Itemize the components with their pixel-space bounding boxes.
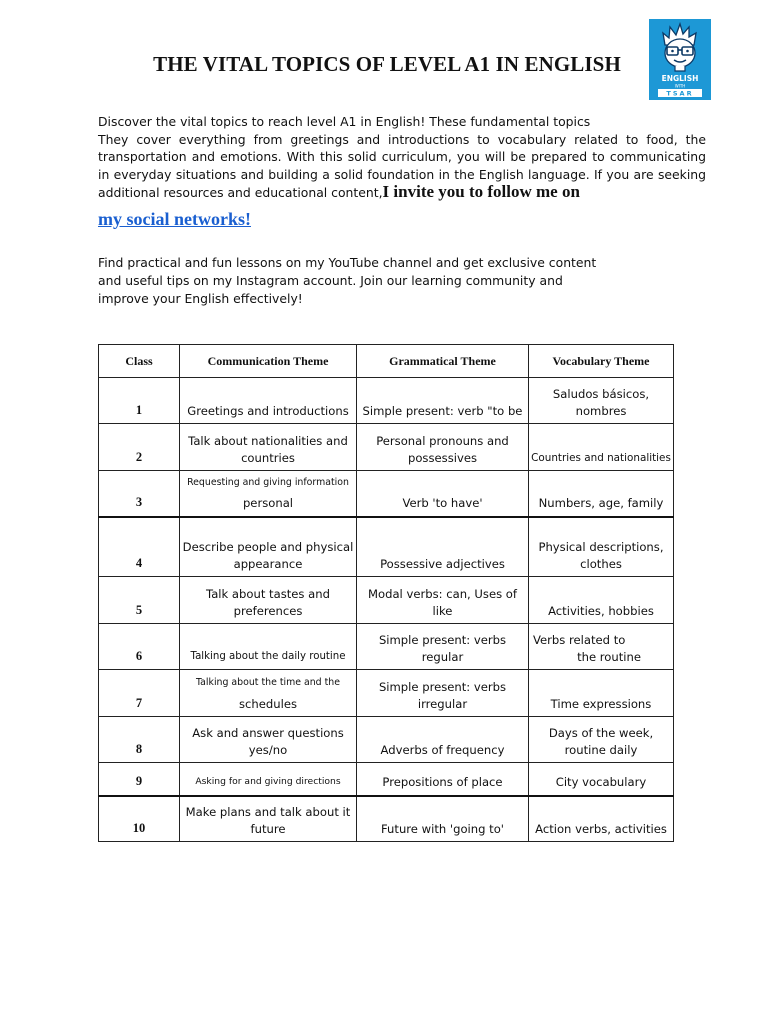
class-number: 1 xyxy=(99,378,180,424)
vocabulary-cell: Time expressions xyxy=(529,670,674,717)
header-communication: Communication Theme xyxy=(180,345,357,378)
communication-cell: Asking for and giving directions xyxy=(180,763,357,796)
grammatical-cell: Modal verbs: can, Uses of like xyxy=(357,577,529,624)
table-row xyxy=(99,471,674,517)
communication-cell: Talking about the daily routine xyxy=(180,624,357,670)
class-number: 3 xyxy=(99,471,180,517)
table-row xyxy=(99,424,674,471)
communication-small-text: Requesting and giving information xyxy=(187,476,349,488)
vocabulary-cell: Activities, hobbies xyxy=(529,577,674,624)
intro-body xyxy=(98,131,706,202)
vocabulary-cell: Countries and nationalities xyxy=(529,424,674,471)
invite-text: I invite you to follow me on xyxy=(382,182,580,202)
grammatical-cell: Personal pronouns and possessives xyxy=(357,424,529,471)
vocabulary-line-1: Verbs related to xyxy=(533,633,626,647)
social-networks-link[interactable]: my social networks! xyxy=(98,209,251,229)
table-header-row xyxy=(99,345,674,378)
vocabulary-cell: Physical descriptions, clothes xyxy=(529,517,674,577)
vocabulary-cell xyxy=(529,624,674,670)
table-row xyxy=(99,624,674,670)
english-with-tsar-logo xyxy=(649,19,711,100)
topics-table xyxy=(98,344,674,842)
grammatical-cell: Simple present: verb "to be xyxy=(357,378,529,424)
communication-cell xyxy=(180,670,357,717)
header-grammatical: Grammatical Theme xyxy=(357,345,529,378)
vocabulary-cell: City vocabulary xyxy=(529,763,674,796)
table-row xyxy=(99,670,674,717)
communication-cell: Make plans and talk about it future xyxy=(180,796,357,842)
page-title: THE VITAL TOPICS OF LEVEL A1 IN ENGLISH xyxy=(153,52,621,76)
grammatical-cell: Prepositions of place xyxy=(357,763,529,796)
para2-line-2: and useful tips on my Instagram account. Join our learning community and xyxy=(98,273,563,288)
communication-cell: Talk about tastes and preferences xyxy=(180,577,357,624)
class-number: 6 xyxy=(99,624,180,670)
table-row xyxy=(99,796,674,842)
class-number: 7 xyxy=(99,670,180,717)
grammatical-cell: Possessive adjectives xyxy=(357,517,529,577)
communication-cell: Describe people and physical appearance xyxy=(180,517,357,577)
table-row xyxy=(99,517,674,577)
class-number: 2 xyxy=(99,424,180,471)
communication-text: schedules xyxy=(239,696,297,711)
vocabulary-cell: Days of the week, routine daily xyxy=(529,717,674,763)
intro-line-1: Discover the vital topics to reach level A1 in English! These fundamental topics xyxy=(98,114,591,129)
logo-bottom-text: TSAR xyxy=(666,89,694,98)
logo-top-text: ENGLISH xyxy=(661,74,699,83)
header-class: Class xyxy=(99,345,180,378)
class-number: 8 xyxy=(99,717,180,763)
grammatical-cell: Simple present: verbs regular xyxy=(357,624,529,670)
vocabulary-cell: Saludos básicos, nombres xyxy=(529,378,674,424)
class-number: 5 xyxy=(99,577,180,624)
youtube-instagram-paragraph xyxy=(98,254,618,308)
communication-text: personal xyxy=(242,496,294,510)
communication-cell: Ask and answer questions yes/no xyxy=(180,717,357,763)
intro-body-text: They cover everything from greetings and introductions to vocabulary related to food, the transportation and emotions. With this solid curriculum, you will be prepared to communicating in everyday situations and building a solid foundation in the English language. If you are seeking additional resources and educational content, xyxy=(98,131,706,201)
table-row xyxy=(99,763,674,796)
intro-paragraph xyxy=(98,113,706,202)
grammatical-cell: Adverbs of frequency xyxy=(357,717,529,763)
logo-mid-text: WITH xyxy=(674,83,686,89)
vocabulary-cell: Numbers, age, family xyxy=(529,471,674,517)
communication-cell: Greetings and introductions xyxy=(180,378,357,424)
grammatical-cell: Future with 'going to' xyxy=(357,796,529,842)
vocabulary-cell: Action verbs, activities xyxy=(529,796,674,842)
table-row xyxy=(99,717,674,763)
grammatical-cell: Simple present: verbs irregular xyxy=(357,670,529,717)
communication-cell xyxy=(180,471,357,517)
vocabulary-line-2: the routine xyxy=(577,649,641,664)
header-vocabulary: Vocabulary Theme xyxy=(529,345,674,378)
para2-line-1: Find practical and fun lessons on my YouTube channel and get exclusive content xyxy=(98,255,597,270)
communication-small-text: Talking about the time and the xyxy=(196,677,340,688)
grammatical-cell: Verb 'to have' xyxy=(357,471,529,517)
para2-line-3: improve your English effectively! xyxy=(98,291,303,306)
class-number: 4 xyxy=(99,517,180,577)
table-row xyxy=(99,378,674,424)
communication-cell: Talk about nationalities and countries xyxy=(180,424,357,471)
cartoon-face-logo-icon xyxy=(649,19,711,100)
class-number: 9 xyxy=(99,763,180,796)
class-number: 10 xyxy=(99,796,180,842)
table-row xyxy=(99,577,674,624)
